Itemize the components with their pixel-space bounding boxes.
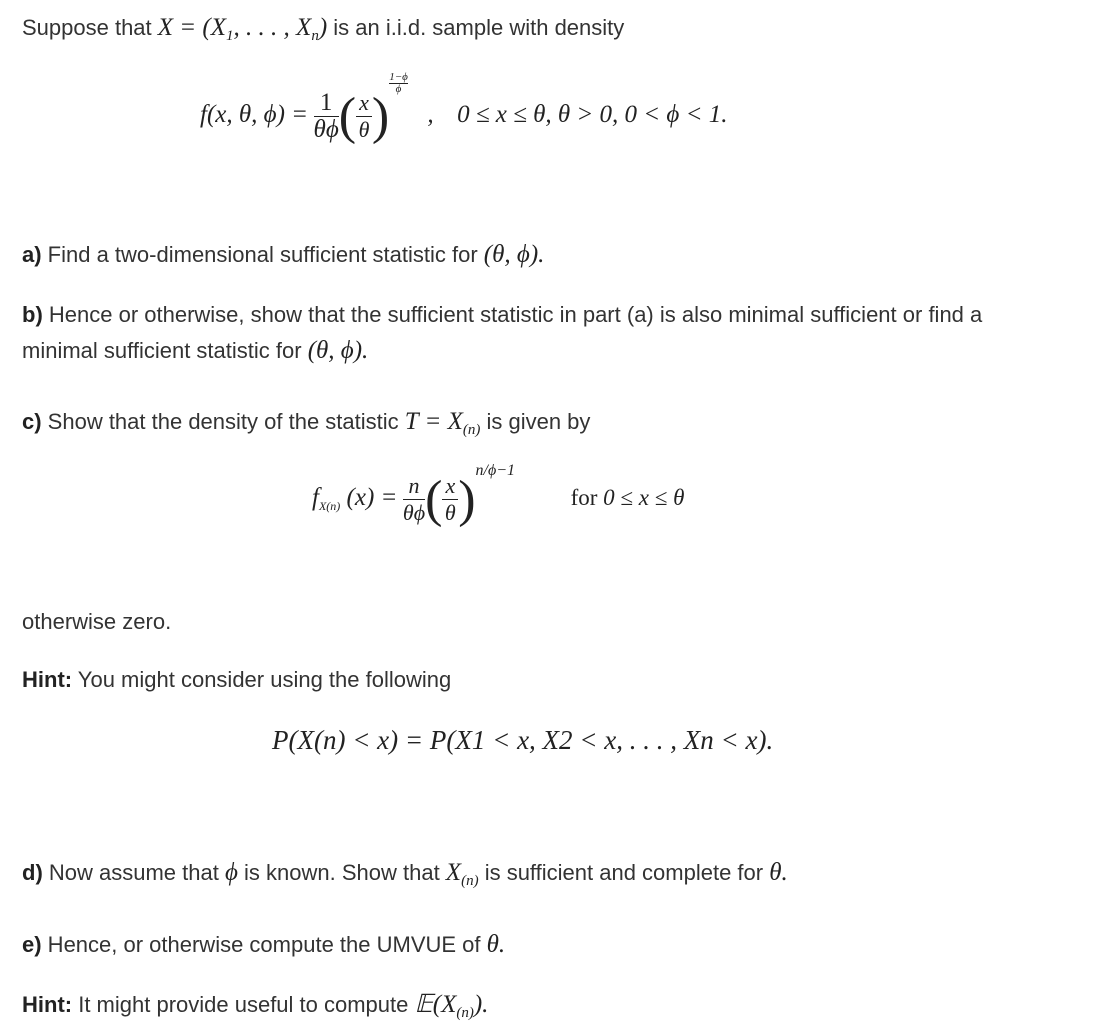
part-b-text2: minimal sufficient statistic for	[22, 338, 308, 363]
max-frac-numerator: n	[403, 473, 425, 500]
part-d-label: d)	[22, 860, 43, 885]
inner-numerator: x	[356, 90, 372, 117]
density-formula: f(x, θ, ϕ) = $\frac{1}{\theta\phi}$ ( $\frac{x}{\theta}$ ) $\frac{1-\phi}{\phi}$ , 0 ≤ x ≤ θ, θ > 0, 0 < ϕ < 1.	[200, 71, 728, 145]
part-d	[22, 858, 788, 896]
density-lhs: f(x, θ, ϕ) =	[200, 101, 309, 128]
part-c	[22, 407, 590, 445]
part-b-label: b)	[22, 302, 43, 327]
hint-2-label: Hint:	[22, 992, 73, 1017]
max-inner-numerator: x	[442, 473, 458, 500]
hint-2-math: $𝔼(X_{(n)})$.	[414, 991, 489, 1021]
sample-definition-math: $X = (X_1$, . . . , $X_n$)	[157, 14, 328, 44]
part-a-text: Find a two-dimensional sufficient statistic for	[41, 242, 484, 267]
intro-text: Suppose that	[22, 15, 158, 40]
part-b	[22, 300, 982, 330]
part-d-text2: is known. Show that	[237, 860, 446, 885]
part-a	[22, 240, 544, 270]
part-e-text: Hence, or otherwise compute the UMVUE of	[41, 932, 487, 957]
max-density-lhs: $f_{X(n)}$ (x) =	[312, 484, 398, 513]
part-a-math: (θ, ϕ).	[483, 241, 545, 268]
part-c-text-end: is given by	[480, 409, 591, 434]
hint-1	[22, 665, 451, 695]
part-d-math: $X_{(n)}$	[445, 859, 479, 889]
part-c-label: c)	[22, 409, 42, 434]
frac-numerator: 1	[314, 90, 339, 117]
max-density-exponent: n/ϕ−1	[475, 462, 516, 479]
part-b-line2	[22, 336, 368, 366]
max-frac-denominator: θϕ	[402, 500, 426, 526]
density-exponent: $\frac{1-\phi}{\phi}$	[389, 71, 408, 95]
probability-formula: P(X(n) < x) = P(X1 < x, X2 < x, . . . , Xn < x).	[272, 725, 774, 755]
part-e	[22, 930, 505, 960]
max-density-formula: $f_{X(n)}$ (x) = $\frac{n}{\theta\phi}$ ( $\frac{x}{\theta}$ )$^{n/\phi-1}$ for 0 ≤ x ≤ θ	[312, 462, 685, 528]
otherwise-text: otherwise zero.	[22, 609, 172, 634]
hint-2-text: It might provide useful to compute	[72, 992, 415, 1017]
part-b-text: Hence or otherwise, show that the sufficient statistic in part (a) is also minimal sufficient or find a	[42, 302, 983, 327]
part-c-math: $T = X_{(n)}$	[404, 408, 481, 438]
part-d-theta: θ.	[769, 859, 788, 886]
max-density-condition: for 0 ≤ x ≤ θ	[570, 485, 685, 510]
part-b-math: (θ, ϕ).	[307, 337, 369, 364]
part-a-label: a)	[22, 242, 42, 267]
inner-denominator: θ	[358, 117, 370, 143]
part-d-text3: is sufficient and complete for	[478, 860, 770, 885]
density-conditions: 0 ≤ x ≤ θ, θ > 0, 0 < ϕ < 1.	[457, 101, 728, 128]
hint-1-label: Hint:	[22, 667, 73, 692]
hint-1-text: You might consider using the following	[72, 667, 452, 692]
max-inner-denominator: θ	[444, 500, 456, 526]
intro-text-end: is an i.i.d. sample with density	[327, 15, 625, 40]
frac-denominator: θϕ	[313, 116, 339, 144]
part-e-label: e)	[22, 932, 42, 957]
hint-2	[22, 990, 488, 1028]
part-d-text1: Now assume that	[42, 860, 225, 885]
part-c-text: Show that the density of the statistic	[41, 409, 405, 434]
part-d-phi: ϕ	[224, 859, 238, 886]
intro-line	[22, 13, 624, 51]
part-e-math: θ.	[486, 931, 506, 958]
